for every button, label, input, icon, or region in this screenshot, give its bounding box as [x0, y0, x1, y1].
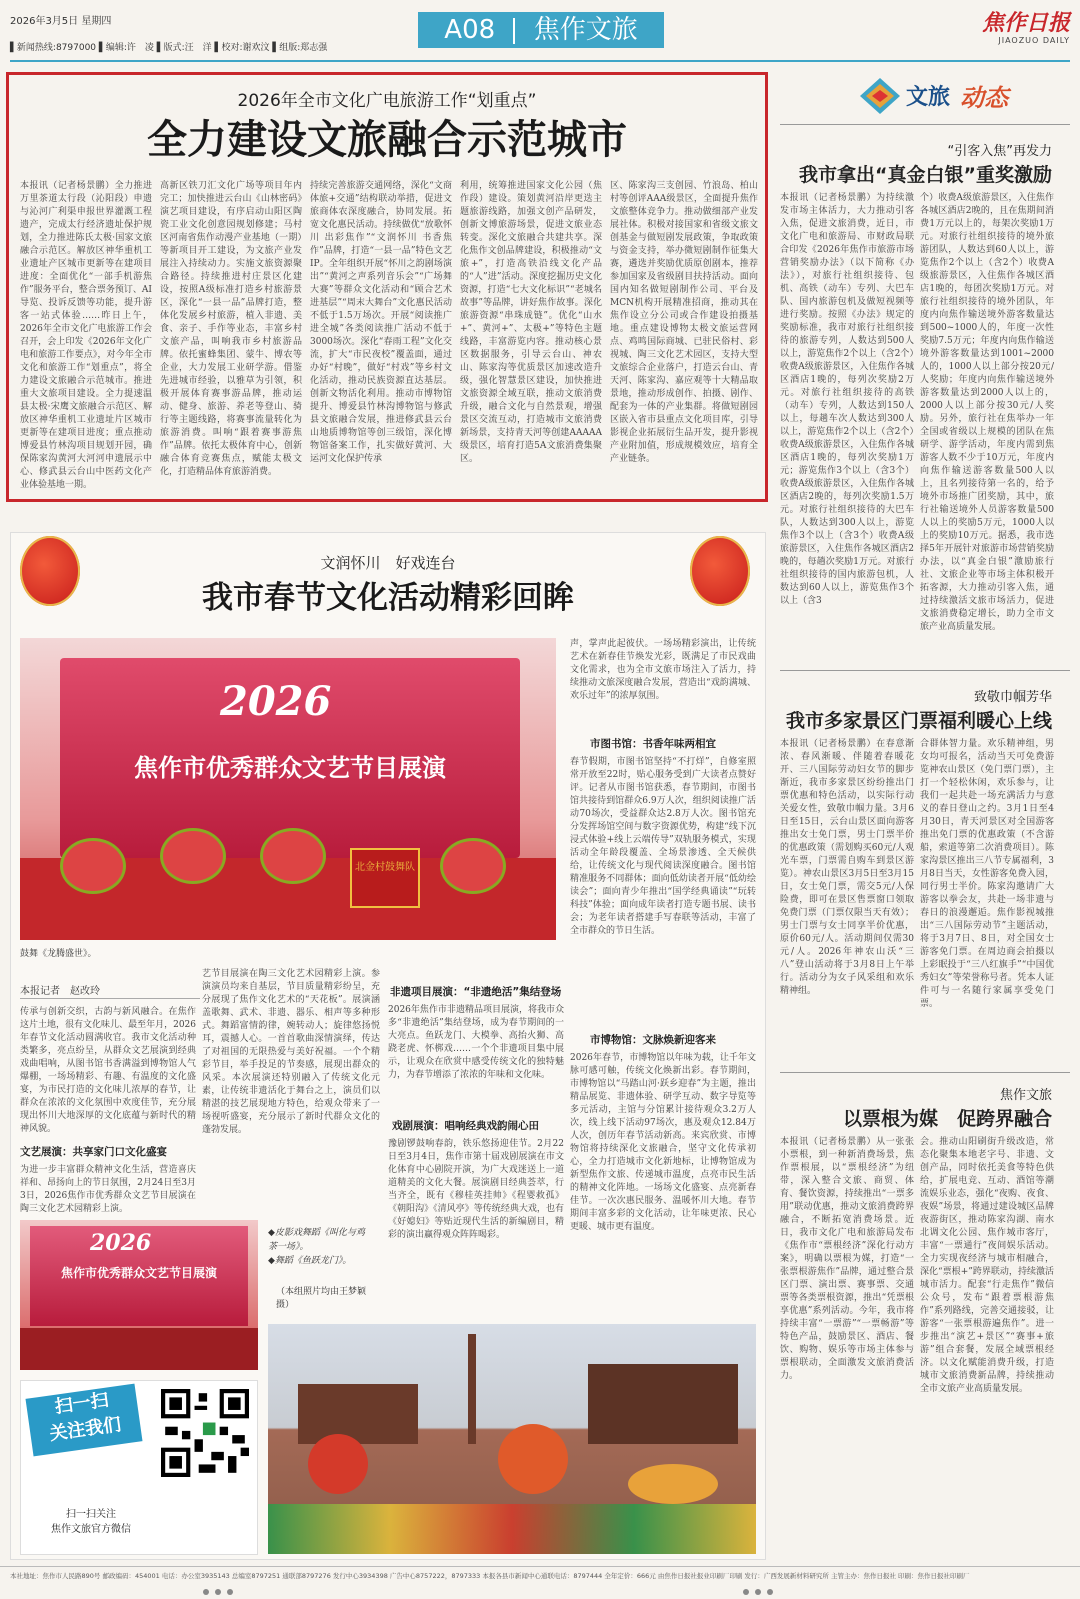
brand-suffix: 动态 — [960, 83, 1008, 112]
lead-col-1: 本报讯（记者杨景鹏）全力推进万里茶道太行段（沁阳段）申遗与沁河广利渠申报世界灌溉工程遗产，完成太行经济遗址保护规划，全力推进陈氏太极·国家文旅融合示范区。解放区神华重机工业遗址产区城市更新等在建项目进度：全面优化“一部手机游焦作”服务平台，整合票务预订、AI导览、投诉反馈等功能，提升游客一站式体验……昨日上午，2026年全市文化广电旅游工作会召开，会上印发《2026年文化广电和旅游工作要点》，对今年全市文化和旅游工作“划重点”，将全力建设文旅融合示范城市。推进重大文旅项目建设。全力提速温县太极·宋鹰文旅融合示范区、解放区神华重机工业遗址片区城市更新等在建项目进度；重点推动博爱县竹林沟项目规划开园，确保陈家沟黄河大河河申遗展示中心、修武县云台山中医药文化产业体验基地一期。 — [20, 181, 152, 490]
feature-col-c2: 豫剧锣鼓响春韵，铁乐悠扬迎佳节。2月22日至3月4日，焦作市第十届戏剧展演在市文化体育中心剧院开演，为广大戏迷送上一道道精美的文化大餐。展演剧目经典荟萃，行当齐全，既有《穆桂英挂帅》《程婴救孤》《朝阳沟》《清风亭》等传统经典大戏，也有《好媳妇》等贴近现代生活的新编剧目，精彩的演出赢得观众阵阵喝彩。 — [388, 1139, 564, 1240]
qr-badge — [25, 1384, 142, 1457]
feature-col-d: 声，掌声此起彼伏。一场场精彩演出，让传统艺术在新春佳节焕发光彩，既满足了市民戏曲文化需求，也为全市文旅市场注入了活力，持续推动文旅深度融合发展，营造出“戏韵满城、欢乐过年”的浓厚氛围。 — [570, 639, 756, 701]
qr-caption-1: 扫一扫关注 — [66, 1509, 116, 1520]
team-sign: 北金村鼓舞队 — [350, 848, 420, 908]
wenlv-dongtai-logo — [860, 76, 1060, 116]
feature-title: 我市春节文化活动精彩回眸 — [202, 580, 574, 616]
right3-col-1: 本报讯（记者杨景鹏）从一张张小票根，到一种新消费场景，焦作票根展，以“票根经济”为纽带，深入整合文旅、商贸、体育、餐饮资源，持续推出“一票多用”联动优惠，推动文旅消费跨界融合，不断拓宽消费场景。近日，我市文化广电和旅游局发布《焦作市“票根经济”深化行动方案》，明确以票根为媒，打造“一张票根游焦作”品牌，通过整合景区门票、演出票、赛事票、交通票等各类票根资源，推出“凭票根享优惠”系列活动。今年，我市将持续丰富“一票游”“一票畅游”等特色产品，鼓励景区、酒店、餐饮、购物、娱乐等市场主体参与票根联动，全面激发文旅消费活力。 — [780, 1137, 914, 1381]
sub-heading-a: 文艺展演：共享家门口文化盛宴 — [20, 1146, 167, 1158]
photo2-year: 2026 — [90, 1230, 152, 1256]
sub-heading-d1: 市图书馆：书香年味两相宜 — [590, 738, 716, 750]
photo2-banner: 焦作市优秀群众文艺节目展演 — [60, 1266, 217, 1280]
qr-caption-2: 焦作文旅官方微信 — [51, 1524, 131, 1535]
right3-kicker: 焦作文旅 — [999, 1088, 1052, 1103]
banner-divider — [513, 18, 515, 44]
qr-caption — [31, 1507, 151, 1537]
sub-heading-d2: 市博物馆：文脉焕新迎客来 — [590, 1034, 716, 1046]
feature-col-b: 艺节目展演在陶三文化艺术园精彩上演。参演演员均来自基层，节目质量精彩纷呈，充分展现了焦作文化艺术的“天花板”。展演涵盖歌舞、武术、非遗、器乐、相声等多种形式。舞蹈富情韵律，婉转动人；旋律悠扬悦耳，震撼人心。一首首歌曲深情演绎，传达了对祖国的无限热爱与美好祝福。一个个精彩节目，举手投足的节奏感，展现出群众的风采。本次展演还特别融入了传统文化元素，让传统非遗活化于舞台之上，演员们以精湛的技艺展现地方特色，给观众带来了一场视听盛宴，充分展示了新时代群众文化的蓬勃发展。 — [202, 969, 380, 1135]
paper-name: 焦作日报 — [981, 10, 1070, 36]
masthead — [10, 10, 1070, 60]
sub-heading-c1: 非遗项目展演：“非遗绝活”集结登场 — [390, 986, 562, 998]
qr-code-icon[interactable] — [161, 1389, 249, 1477]
lead-col-5: 区、陈家沟三支创园、竹浪岛、柏山村等创评AAA级景区，全面提升焦作文旅整体竞争力。推动做细部产业发展社体。积极对接国家和省级文旅文创基金与做短剧发展政策，争取政策与资金支持，举办微短剧制作征集大赛，遴选并奖励优质原创剧本，推荐参加国家及省级剧目扶持活动。面向国内知名做短剧制作公司、平台及MCN机构开展精准招商，推动其在焦作设立分公司或合作建设拍摄基地。重点建设博物太极文旅运营网点、鸡鸣国际商城、已驻民俗村、彩视城、陶三文化艺术园区，支持大型文旅综合企业落户，打造云台山、青天河、陈家沟、嘉应观等十大精品取景地，推动形成创作、拍摄、剧作、配套为一体的产业集群。将做短剧园区嵌入省市县重点文化项目库，引导影视企业拓展衍生品开发，提升影视产业附加值，形成规模效应，培育全产业链条。 — [610, 181, 758, 464]
page-number: A08 — [444, 15, 496, 45]
fish-lantern-center — [498, 1424, 568, 1494]
lead-col-2: 高新区铁刀汇文化广场等项目年内完工；加快推进云台山《山林密码》演艺项目建设，有序启动山阳区陶瓷工业文化创意园规划修建；马村区河南省焦作动漫产业基地（一期）等新项目开工建设，为文旅产业发展注入持续动力。实施文旅资源聚合路径。持续推进村庄景区化建设，按照A级标准打造乡村旅游景区，深化“一县一品”品牌打造，整体化发展乡村旅游，植入非遗、美食、亲子、手作等业态，丰富乡村文旅产品，叫响我市乡村旅游品牌。依托蜜蜂集团、蒙牛、博农等企业，大力发展工业研学游。借鉴先进城市经验，以雅草为引领，积极开展体育赛事游品牌，推动运动、健身、旅游、养老等登山、骑行等主题线路，将赛事流量转化为旅游消费。叫响“跟着赛事游焦作”品牌。依托太极体育中心，创新融合体育竞赛焦点，赋能太极文化，打造精品体育旅游消费。 — [160, 181, 302, 477]
lead-kicker: 2026年全市文化广电旅游工作“划重点” — [237, 91, 537, 111]
right3-title: 以票根为媒 促跨界融合 — [842, 1108, 1052, 1130]
header-rule — [10, 60, 1070, 62]
parade-dancers — [268, 1504, 756, 1554]
qr-panel — [20, 1380, 258, 1555]
photo-credit: （本组照片均由王梦颖摄） — [276, 1287, 367, 1310]
photo1-caption: 鼓舞《龙腾盛世》。 — [20, 949, 97, 959]
right1-kicker: “引客入焦”再发力 — [947, 144, 1052, 159]
right2-col-2: 合群体智力量。欢乐精神组，男女均可报名，活动当天可免费游览神农山景区（免门票门票），主打一个轻松休闲，欢乐参与，让我们一起共赴一场充满活力与意义的春日登山之约。3月1日至4月30日，青天河景区对全国游客推出免门票的优惠政策（不含游船，索道等第二次消费项目）。陈家沟景区推出三八节专属福利，3月8日当天，女性游客免费入园，同行男士半价。陈家沟邀请广大游客以拳会友，共赴一场非遗与春日的浪漫邂逅。焦作影视城推出“三八国际劳动节”主题活动，将于3月7日、8日，对全国女士游客免门票。在周边商会拍摄以上彩眠投于“三八红旗手”“中国优秀妇女”等荣誉称号者。凭本人证件可与一名随行家属享受免门票。 — [920, 739, 1054, 1009]
fish-lantern-right — [628, 1464, 718, 1504]
byline: 本报记者 赵改玲 — [20, 986, 100, 997]
sub-heading-c2: 戏剧展演：唱响经典戏韵闹心田 — [392, 1120, 539, 1132]
photo-caption-right: ◆皮影戏舞蹈《叫化与鸡茶一场》。 ◆舞蹈《鱼跃龙门》。 — [268, 1228, 365, 1266]
paper-pinyin: JIAOZUO DAILY — [998, 36, 1070, 45]
right2-title: 我市多家景区门票福利暖心上线 — [785, 710, 1052, 732]
feature-col-d2: 2026年春节，市博物馆以年味为载，让千年文脉可感可触，传统文化焕新出彩。春节期间，市博物馆以“马踏山河·跃乡迎春”为主题，推出精品展览、非遗体验、研学互动、数字导览等多元活动，主馆与分馆累计接待观众3.2万人次，线上线下活动97场次，惠及观众12.84万人次，创历年春节活动新高。来宾欣赏、市博物馆将持续深化文旅融合，坚守文化传承初心，全力打造城市文化新地标，让博物馆成为新型焦作文旅、传递城市温度，点亮市民生活的精神文化阵地。一场场文化盛宴、点亮新春佳节。一次次惠民服务、温暖怀川大地。春节期间丰富多彩的文化活动，让年味更浓、民心更暖、城市更有温度。 — [570, 1053, 756, 1232]
diamond-logo-icon — [860, 78, 900, 114]
fish-lantern-left — [308, 1434, 368, 1494]
right2-col-1: 本报讯（记者杨景鹏）在春意渐浓、春风渐暖、伴随着春暖花开、三八国际劳动妇女节的脚步渐近，我市多家景区纷纷推出门票优惠和特色活动，以实际行动关爱女性，致敬巾帼力量。3月6日至15日，云台山景区面向游客推出女士免门票，男士门票半价的优惠政策（需划购买60元/人观光车票，门票需自购车到景区游览）。神农山景区3月5日至3月15日，女士免门票，需交5元/人保险费，即可在景区售票窗口领取免费门票（门票仅限当天有效）；男士门票与女士同享半价优惠，原价60元/人。活动期间仅需30元/人。2026年神农山沃“三八”登山活动将于3月8日上午举行。活动分为女子风采组和欢乐精神组。 — [780, 739, 914, 996]
photo2-stage — [20, 1328, 258, 1370]
feature-col-a: 传承与创新交织，古韵与新风融合。在焦作这片土地，很有文化味儿、最至年月，2026年春节文化活动圆满收官。我市文化活动种类繁多，亮点纷呈，从群众文艺展演到经典戏曲唱响，从图书馆书香满溢到博物馆人气爆棚，一场场精彩、有趣、有温度的文化盛宴，为市民打造的文化味儿浓厚的春节，让群众在浓浓的文化氛围中欢度佳节，充分展现出怀川大地深厚的文化底蕴与新时代的精神风貌。 — [20, 1007, 196, 1134]
right1-col-2: 个）收费A级旅游景区，入住焦作各城区酒店2晚的，且在焦期间消费1万元以上的，每架次奖励1万元。对旅行社组织接待的境外旅游团队，人数达到60人以上，游览焦作2个以上（含2个）收费A级旅游景区，入住焦作各城区酒店1晚的，每团次奖励1万元。对旅行社组织接待的境外团队，年度内向焦作输送境外游客数量达到500~1000人的，年度一次性奖励7.5万元；年度内向焦作输送境外游客数量达到1001~2000人的，1000人以上部分按20元/人奖励；年度内向焦作输送境外游客数量达到2000人以上的，2000人以上部分按30元/人奖励。另外，旅行社在焦举办一年全国或省级以上规模的团队在焦研学、游学活动，年度内需到焦游客人数不少于10万元，年度内向焦作输送游客数量500人以上，且名列接待第一名的，给予境外市场推广团奖励，其中，旅行社输送境外人员游客数量500人以上的奖励5万元，1000人以上的奖励10万元。据悉，我市选择5年开展针对旅游市场营销奖励办法，以“真金白银”激励旅行社、文旅企业等市场主体积极开拓客源，大力推动引客入焦，通过持续激活文旅市场活力，促进文旅消费稳定增长，助力全市文旅产业高质量发展。 — [920, 193, 1054, 632]
issue-date: 2026年3月5日 星期四 — [10, 16, 112, 27]
feature-col-a2: 为进一步丰富群众精神文化生活，营造喜庆祥和、昂扬向上的节日氛围，2月24日至3月3日，2026焦作市优秀群众文艺节目展演在陶三文化艺术园精彩上演。 — [20, 1165, 196, 1214]
qr-text-2: 关注我们 — [48, 1413, 123, 1445]
group-dance-photo — [20, 1220, 258, 1370]
byline-rule — [20, 998, 200, 999]
lead-title: 全力建设文旅融合示范城市 — [147, 117, 627, 163]
section-name: 焦作文旅 — [533, 15, 638, 45]
brand-prefix: 文旅 — [906, 85, 951, 110]
qr-text-1: 扫一扫 — [53, 1389, 110, 1418]
feature-col-c1: 2026年焦作市非遗精品项目展演，将我市众多“非遗绝活”集结登场，成为春节期间的一大亮点。鱼跃龙门、大模拳、高抬火狮、高跷老虎、怀梆戏……一个个非遗项目集中展示，让观众在欣赏中感受传统文化的独特魅力，为春节增添了浓浓的年味和文化味。 — [388, 1005, 564, 1080]
right-top-rule — [780, 124, 1070, 125]
lead-col-4: 利用，统筹推进国家文化公园（焦作段）建设。策划黄河沿岸更迭主题旅游线路，加强文创产品研发，创新文博旅游场景，促进文旅业态转变。深化文旅融合共建共享。深化焦作文创品牌建设，积极推动“文旅+”，打造高铁沿线文化产品的“人”进”活动。深度挖掘历史文化资源，打造“七大文化标识”“老城名故事”等品牌，讲好焦作故事。深化旅游资源“串珠成链”。优化“山水+”、黄河+”、太极+”等特色主题线路，丰富游览内容。推动核心景区数据服务，引导云台山、神农山、陈家沟等优质景区加速改造升级，强化智慧景区建设，加快推进文旅资源全域互联，推动文旅消费升级，融合文化与自然景观，增强景区交流互动，打造城市文旅消费新场景，支持青天河等创建AAAAA级景区，培育打造5A文旅消费集聚区。 — [460, 181, 602, 464]
right3-col-2: 会。推动山阳刷街升级改造，常态化聚集本地老字号、非遗、文创产品，同时依托美食等特色供给，扩展电竞、互动、酒馆等潮流娱乐业态，强化“夜购、夜食、夜娱”场景，将通过建设城区品牌夜游街区，推动陈家沟湖、南水北调文化公园、焦作城市客厅，丰富“一票通行”夜间娱乐活动。全力实现夜经济与城市相融合，深化“票根+”跨界联动，持续激活城市活力。配套“行走焦作”微信公众号，发布“跟着票根游焦作”系列路线，完善交通接驳，让游客“一张票根游遍焦作”。进一步推出“演艺+景区”“赛事+旅游”组合套餐，发展全域票根经济。以文化赋能消费升级，打造城市文旅消费新品牌，持续推动全市文旅产业高质量发展。 — [920, 1137, 1054, 1394]
backdrop-banner: 焦作市优秀群众文艺节目展演 — [134, 754, 446, 782]
contact-line: ▌新闻热线:8797000 ▌编辑:许 凌 ▌版式:汪 洋 ▌校对:谢欢汶 ▌组版:郑志强 — [10, 43, 328, 53]
section-banner — [418, 12, 664, 48]
feature-col-d1: 春节假期，市图书馆坚持“不打烊”，自修室照常开放至22时，贴心服务受到广大读者点赞好评。记者从市图书馆获悉，春节期间，市图书馆共接待到馆群众6.9万人次，组织阅读推广活动70场次，受益群众达2.8万人次。图书馆充分发挥场馆空间与数字资源优势，构建“线下沉浸式体验+线上云端传导”双轨服务模式，实现活动全年龄段覆盖、全场景渗透、全天候供给，让传统文化与现代阅读深度融合。图书馆精准服务不同群体；面向低幼读者开展“低幼绘读会”；面向青少年推出“国学经典诵读”“玩转科技”体验；面向成年读者打造专题书展、读书会；为老年读者搭建手写春联等活动，丰富了全市群众的节日生活。 — [570, 757, 756, 936]
footer-info: 本社地址：焦作市人民路890号 邮政编码：454001 电话：办公室3935143 总编室8797251 通联部8797276 发行中心3934398 广告中心8757222，8797333 本报各县市新闻中心通联电话：8797444 全年定价：666元 由焦作日报社报业印刷厂印刷 发行：广西发展新材料研究所 主管主办：焦作日报社 印刷：焦作日报社印刷厂 — [0, 1566, 1080, 1590]
feature-kicker: 文润怀川 好戏连台 — [320, 554, 456, 572]
lead-col-3: 持续完善旅游交通网络，深化“文商体旅+交通”结构联动举措，促进文旅商体农深度融合，协同发展。拓宽文化惠民活动。持续做优“放歌怀川 出彩焦作”“文润怀川 书香焦作”品牌，打造“一县一品”特色文艺IP。全年组织开展“怀川之韵剧场演出”“黄河之声系列音乐会”“广场舞大赛”等群众文化活动和“顾合艺术进基层”“周末大舞台”文化惠民活动不低于1.5万场次。开展“阅读推广进全城”各类阅读推广活动不低于3000场次。深化“春雨工程”文化交流，扩大“市民夜校”覆盖面，通过办好“村晚”，做好“村戏”等乡村文化活动，推动民族资源直达基层。创新文物活化利用。推动市博物馆提升、博爱县竹林沟博物馆与修武县文旅融合发展，推进修武县云台山地质博物馆等创三级馆，深化博物馆备案工作，扎实做好黄河、大运河文化保护传承 — [310, 181, 452, 464]
right-rule-3 — [780, 1072, 1070, 1073]
paper-logo — [940, 10, 1070, 45]
drum-dance-photo — [20, 638, 556, 940]
parade-photo — [268, 1324, 756, 1554]
right1-col-1: 本报讯（记者杨景鹏）为持续激发市场主体活力，大力推动引客入焦，促进文旅消费，近日，市文化广电和旅游局、市财政局联合印发《2026年焦作市旅游市场营销奖励办法》（以下简称《办法》），对旅行社组织接待、包机、高铁（动车）专列、大巴车队、国内旅游包机及做短视频等进行奖励。按照《办法》规定的奖励标准，我市对旅行社组织接待的旅游专列，人数达到500人以上，游览焦作2个以上（含2个）收费A级旅游景区，入住焦作各城区酒店1晚的，每列次奖励2万元。对旅行社组织接待的高铁（动车）专列，人数达到150人以上，每趟车次人数达到300人以上，游览焦作2个以上（含2个）收费A级旅游景区，入住焦作各城区酒店1晚的，每列次奖励1万元；游览焦作3个以上（含3个）收费A级旅游景区，入住焦作各城区酒店2晚的，每列次奖励1.5万元。对旅行社组织接待的大巴车队，人数达到300人以上，游览焦作3个以上（含3个）收费A级旅游景区，入住焦作各城区酒店2晚的，每趟次奖励1万元。对旅行社组织接待的国内旅游包机，人数达到60人以上，游览焦作3个以上（含3 — [780, 193, 914, 606]
right2-kicker: 致敬巾帼芳华 — [973, 690, 1052, 705]
right1-title: 我市拿出“真金白银”重奖激励 — [799, 164, 1052, 186]
right-rule-2 — [780, 670, 1070, 671]
backdrop-year: 2026 — [220, 678, 332, 725]
